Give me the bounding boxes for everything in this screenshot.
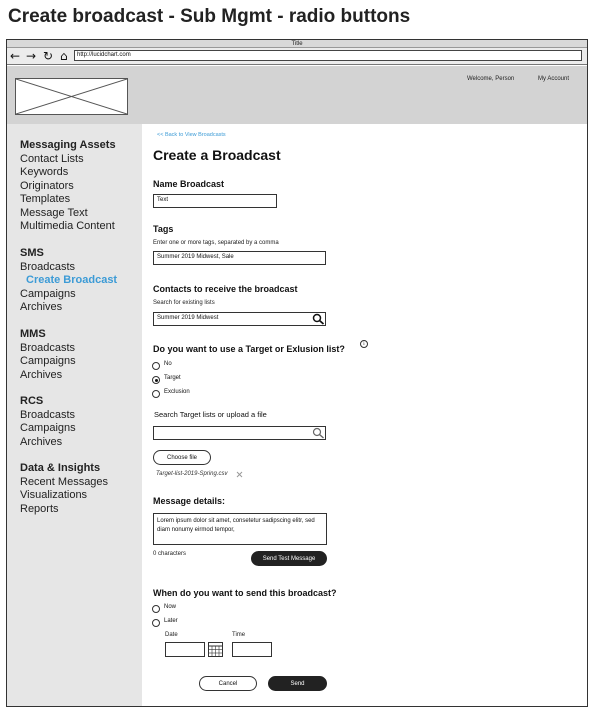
message-details-label: Message details: xyxy=(153,496,226,506)
send-button[interactable]: Send xyxy=(268,676,327,691)
contacts-search-input[interactable] xyxy=(153,312,326,326)
contacts-label: Contacts to receive the broadcast xyxy=(153,284,298,294)
remove-file-icon[interactable] xyxy=(236,471,243,478)
back-to-broadcasts-link[interactable]: << Back to View Broadcasts xyxy=(157,132,226,138)
target-search-input[interactable] xyxy=(153,426,326,440)
schedule-radio-later[interactable] xyxy=(152,619,160,627)
app-header xyxy=(7,66,587,124)
sidebar-group-mms xyxy=(20,328,76,382)
sidebar-item-mms-campaigns[interactable]: Campaigns xyxy=(20,355,76,367)
date-input[interactable] xyxy=(165,642,205,657)
welcome-text: Welcome, Person xyxy=(467,76,515,82)
home-icon[interactable]: ⌂ xyxy=(60,49,68,63)
logo-placeholder-image xyxy=(15,78,128,115)
sidebar-item-mms-broadcasts[interactable]: Broadcasts xyxy=(20,341,76,354)
target-radio-target-label: Target xyxy=(164,375,181,381)
sidebar-group-title: RCS xyxy=(20,395,44,407)
sidebar-item-recent-messages[interactable]: Recent Messages xyxy=(20,475,109,488)
contacts-help: Search for existing lists xyxy=(153,300,215,306)
page-title: Create broadcast - Sub Mgmt - radio buttons xyxy=(8,6,411,27)
broadcast-name-input[interactable]: Text xyxy=(153,194,277,208)
tags-input[interactable]: Summer 2019 Midwest, Sale xyxy=(153,251,326,265)
target-radio-exclusion-label: Exclusion xyxy=(164,389,190,395)
target-radio-target[interactable] xyxy=(152,376,160,384)
browser-window xyxy=(6,39,588,707)
target-search-label: Search Target lists or upload a file xyxy=(154,410,267,419)
sidebar-item-mms-archives[interactable]: Archives xyxy=(20,368,63,381)
sidebar-item-keywords[interactable]: Keywords xyxy=(20,166,69,178)
search-icon[interactable] xyxy=(312,313,325,325)
sidebar-group-title: Messaging Assets xyxy=(20,139,116,151)
contacts-search-value: Summer 2019 Midwest xyxy=(157,315,219,321)
target-radio-no-label: No xyxy=(164,361,172,367)
schedule-radio-later-label: Later xyxy=(164,618,178,624)
search-icon[interactable] xyxy=(312,427,325,439)
sidebar-item-contact-lists[interactable]: Contact Lists xyxy=(20,152,84,165)
sidebar-group-sms xyxy=(20,247,117,315)
sidebar-item-message-text[interactable]: Message Text xyxy=(20,206,88,219)
schedule-radio-now[interactable] xyxy=(152,605,160,613)
target-radio-exclusion[interactable] xyxy=(152,390,160,398)
target-question-label: Do you want to use a Target or Exlusion list? xyxy=(153,344,345,354)
schedule-question-label: When do you want to send this broadcast? xyxy=(153,588,337,598)
send-test-message-button[interactable]: Send Test Message xyxy=(251,551,327,566)
sidebar-group-title: MMS xyxy=(20,328,46,340)
calendar-icon[interactable] xyxy=(208,642,223,657)
sidebar-item-visualizations[interactable]: Visualizations xyxy=(20,489,88,501)
time-label: Time xyxy=(232,632,246,638)
uploaded-file-name: Target-list-2019-Spring.csv xyxy=(156,471,228,477)
sidebar-item-originators[interactable]: Originators xyxy=(20,179,74,192)
sidebar-group-data-insights xyxy=(20,462,108,516)
sidebar-item-multimedia-content[interactable]: Multimedia Content xyxy=(20,220,115,232)
sidebar-item-create-broadcast[interactable]: Create Broadcast xyxy=(26,274,118,286)
tags-label: Tags xyxy=(153,224,174,234)
url-bar xyxy=(7,48,587,65)
sidebar-item-rcs-campaigns[interactable]: Campaigns xyxy=(20,422,76,434)
sidebar-group-title: Data & Insights xyxy=(20,462,101,474)
sidebar-group-title: SMS xyxy=(20,247,44,259)
url-field[interactable]: http://lucidchart.com xyxy=(74,50,582,61)
schedule-radio-now-label: Now xyxy=(164,604,177,610)
sidebar xyxy=(7,124,142,707)
arrow-left-icon[interactable]: ← xyxy=(10,49,21,63)
choose-file-button[interactable]: Choose file xyxy=(153,450,211,465)
my-account-link[interactable]: My Account xyxy=(538,76,570,82)
cancel-button[interactable]: Cancel xyxy=(199,676,257,691)
placeholder-cross-icon xyxy=(16,79,127,114)
tags-help: Enter one or more tags, separated by a comma xyxy=(153,240,279,246)
sidebar-group-rcs xyxy=(20,395,76,449)
message-textarea[interactable]: Lorem ipsum dolor sit amet, consetetur sadipscing elitr, sed diam nonumy eirmod tempor, xyxy=(153,513,327,545)
character-count: 0 characters xyxy=(153,551,187,557)
target-radio-no[interactable] xyxy=(152,362,160,370)
arrow-right-icon[interactable]: → xyxy=(26,49,37,63)
sidebar-item-sms-broadcasts[interactable]: Broadcasts xyxy=(20,260,76,273)
main-content xyxy=(142,124,587,707)
form-title: Create a Broadcast xyxy=(153,147,281,163)
sidebar-item-sms-archives[interactable]: Archives xyxy=(20,301,63,313)
sidebar-item-reports[interactable]: Reports xyxy=(20,502,59,515)
time-input[interactable] xyxy=(232,642,272,657)
reload-icon[interactable]: ↻ xyxy=(43,49,54,63)
sidebar-item-rcs-broadcasts[interactable]: Broadcasts xyxy=(20,408,76,421)
name-broadcast-label: Name Broadcast xyxy=(153,179,225,189)
sidebar-item-templates[interactable]: Templates xyxy=(20,193,71,205)
window-title: Title xyxy=(7,40,587,48)
info-icon[interactable]: i xyxy=(360,340,368,348)
sidebar-item-rcs-archives[interactable]: Archives xyxy=(20,435,63,448)
sidebar-group-messaging-assets xyxy=(20,139,116,234)
sidebar-item-sms-campaigns[interactable]: Campaigns xyxy=(20,287,76,300)
date-label: Date xyxy=(165,632,178,638)
